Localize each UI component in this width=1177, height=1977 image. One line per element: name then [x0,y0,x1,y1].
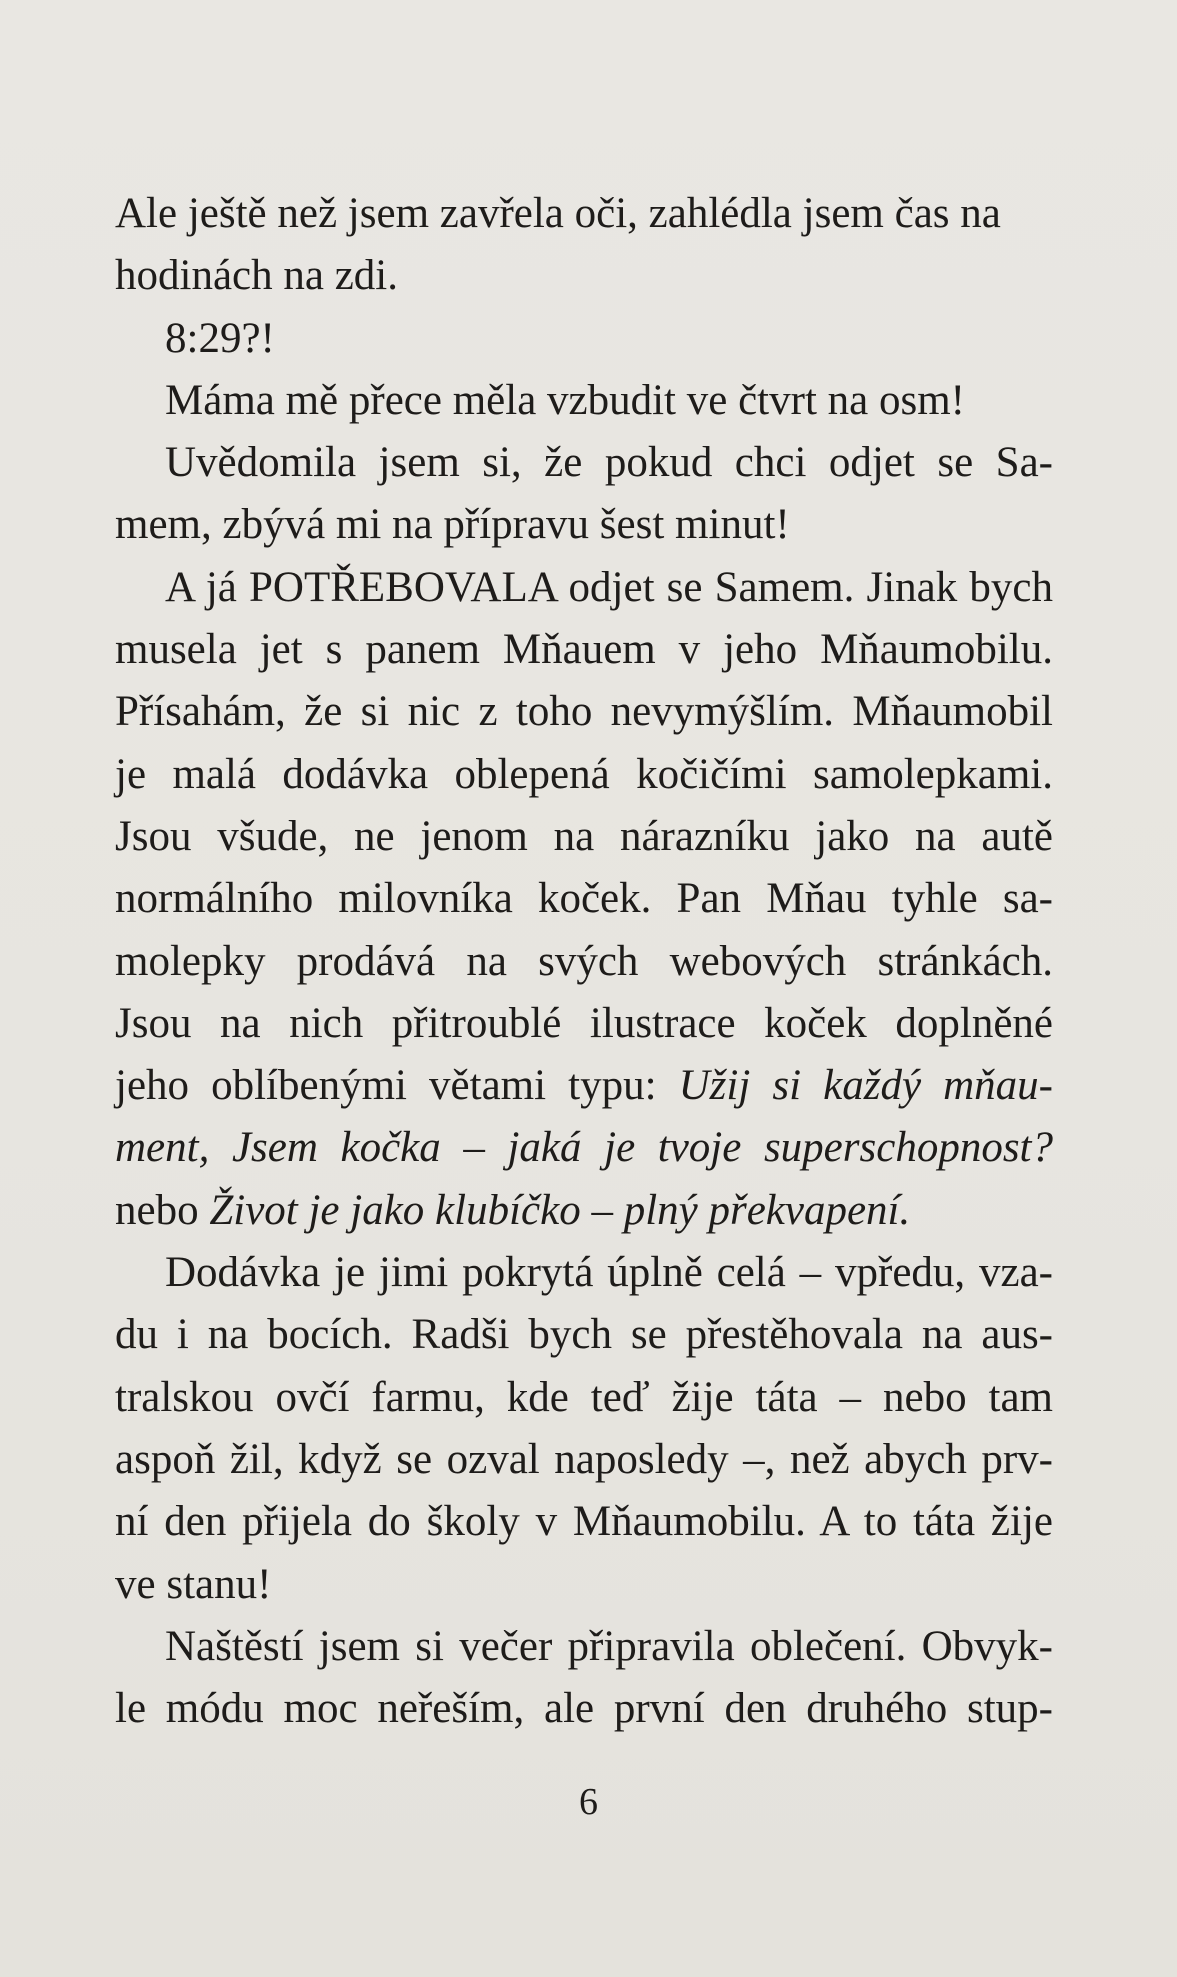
text-line: A já POTŘEBOVALA odjet se Samem. Jinak bych [165,563,1053,611]
text-line: Dodávka je jimi pokrytá úplně celá – vpředu, vza- [165,1249,1053,1297]
italic-quote: Užij si každý mňau- [678,1062,1053,1110]
text-line: Přísahám, že si nic z toho nevymýšlím. Mňaumobil [115,688,1053,736]
text-line: Jsou na nich přitroublé ilustrace koček doplněné [115,999,1053,1047]
text-line: ve stanu! [115,1560,272,1608]
text-line: 8:29?! [165,314,275,362]
text-line: tralskou ovčí farmu, kde teď žije táta – nebo tam [115,1373,1053,1421]
text-line: ní den přijela do školy v Mňaumobilu. A to táta žije [115,1498,1053,1546]
page-number: 6 [579,1781,598,1823]
text-line: Máma mě přece měla vzbudit ve čtvrt na osm! [165,376,965,424]
text-segment: jeho oblíbenými větami typu: [115,1062,679,1110]
text-line: je malá dodávka oblepená kočičími samolepkami. [115,750,1053,798]
italic-quote: Život je jako klubíčko – plný překvapení. [209,1186,911,1234]
text-line [115,1180,1053,1242]
text-line: Ale ještě než jsem zavřela oči, zahlédla jsem čas na [115,190,1001,237]
text-line: Jsou všude, ne jenom na nárazníku jako na autě [115,812,1053,860]
text-line: musela jet s panem Mňauem v jeho Mňaumobilu. [115,626,1053,674]
text-segment: nebo [115,1186,210,1234]
body-text [115,183,1053,1740]
text-line: molepky prodává na svých webových stránkách. [115,937,1053,985]
text-line: du i na bocích. Radši bych se přestěhovala na aus- [115,1311,1053,1359]
text-line: hodinách na zdi. [115,252,398,300]
text-line: normálního milovníka koček. Pan Mňau tyhle sa- [115,875,1053,923]
text-line [115,1055,1053,1117]
text-line: Uvědomila jsem si, že pokud chci odjet se Sa- [165,439,1053,487]
text-line: aspoň žil, když se ozval naposledy –, než abych prv- [115,1435,1053,1483]
italic-quote: ment, Jsem kočka – jaká je tvoje superschopnost? [115,1124,1053,1172]
text-line: Naštěstí jsem si večer připravila oblečení. Obvyk- [165,1622,1053,1670]
text-line: le módu moc neřeším, ale první den druhého stup- [115,1685,1053,1733]
text-line: mem, zbývá mi na přípravu šest minut! [115,501,790,549]
